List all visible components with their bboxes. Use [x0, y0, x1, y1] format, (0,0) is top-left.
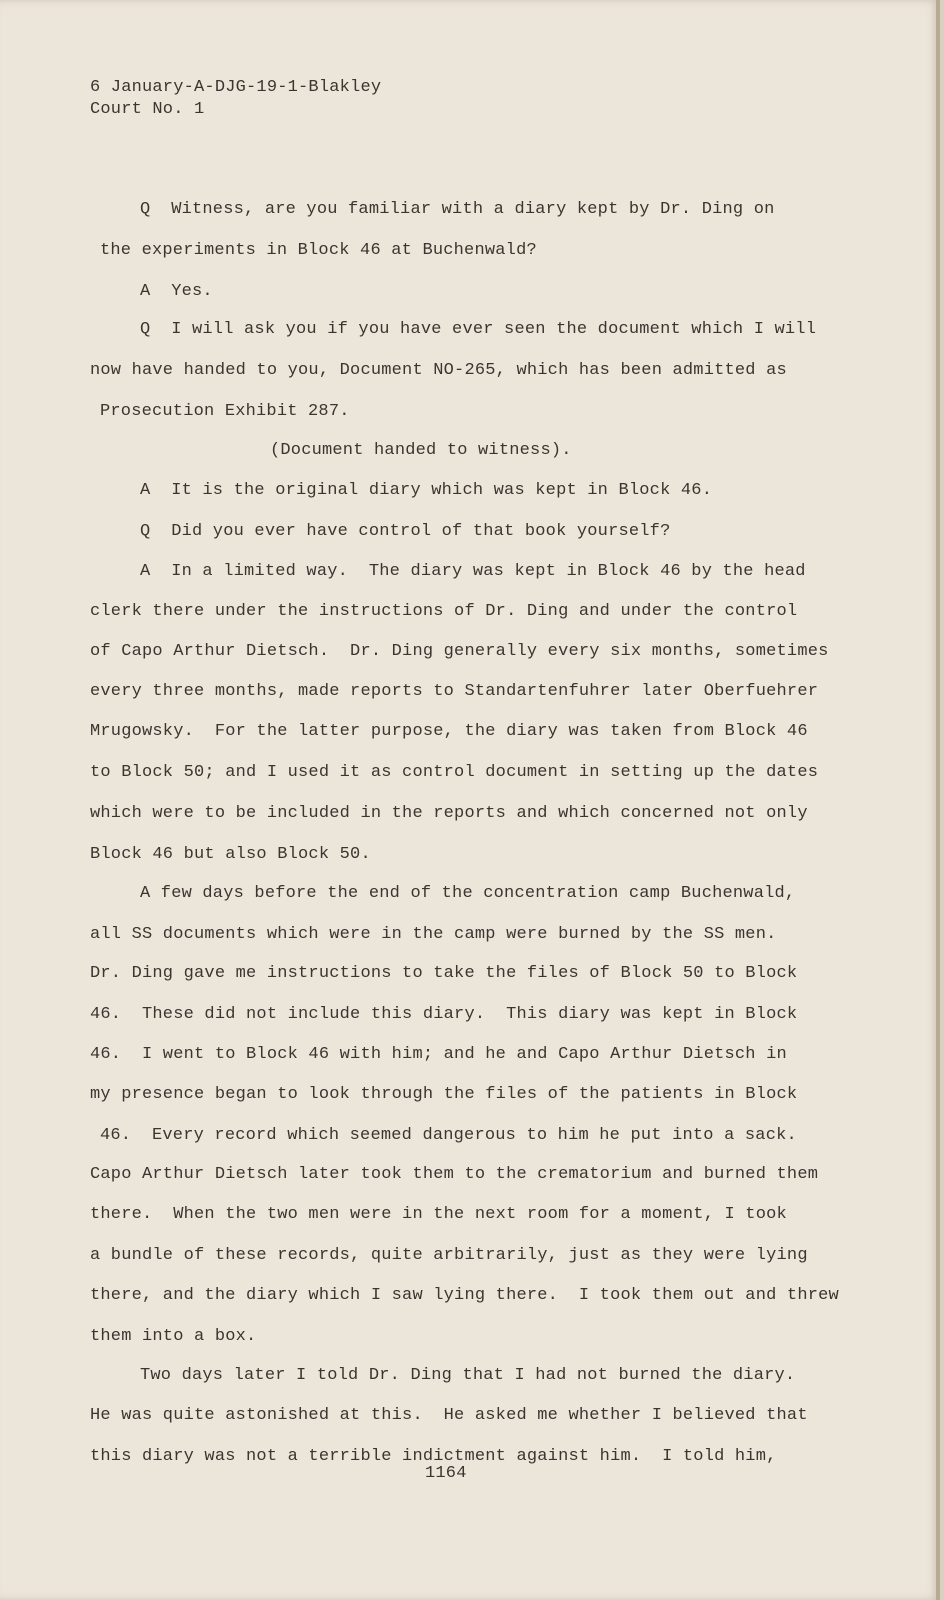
body-line: of Capo Arthur Dietsch. Dr. Ding generally every six months, sometimes — [90, 642, 829, 661]
body-line: them into a box. — [90, 1327, 257, 1346]
body-line: (Document handed to witness). — [270, 441, 572, 460]
body-line: every three months, made reports to Standartenfuhrer later Oberfuehrer — [90, 682, 819, 701]
body-line: Q Witness, are you familiar with a diary kept by Dr. Ding on — [140, 200, 775, 219]
body-line: 46. These did not include this diary. This diary was kept in Block — [90, 1005, 798, 1024]
body-line: He was quite astonished at this. He asked me whether I believed that — [90, 1406, 808, 1425]
body-line: a bundle of these records, quite arbitrarily, just as they were lying — [90, 1246, 808, 1265]
body-line: which were to be included in the reports and which concerned not only — [90, 804, 808, 823]
page-number: 1164 — [425, 1464, 467, 1483]
body-line: 46. I went to Block 46 with him; and he and Capo Arthur Dietsch in — [90, 1045, 787, 1064]
body-line: clerk there under the instructions of Dr. Ding and under the control — [90, 602, 798, 621]
body-line: there. When the two men were in the next room for a moment, I took — [90, 1205, 787, 1224]
body-line: my presence began to look through the files of the patients in Block — [90, 1085, 798, 1104]
body-line: A few days before the end of the concentration camp Buchenwald, — [140, 884, 796, 903]
body-line: Block 46 but also Block 50. — [90, 845, 371, 864]
body-line: there, and the diary which I saw lying there. I took them out and threw — [90, 1286, 839, 1305]
body-line: Two days later I told Dr. Ding that I had not burned the diary. — [140, 1366, 796, 1385]
header-line-1: 6 January-A-DJG-19-1-Blakley — [90, 78, 382, 97]
body-line: this diary was not a terrible indictment against him. I told him, — [90, 1447, 777, 1466]
body-line: all SS documents which were in the camp were burned by the SS men. — [90, 925, 777, 944]
body-line: now have handed to you, Document NO-265, which has been admitted as — [90, 361, 787, 380]
body-line: 46. Every record which seemed dangerous to him he put into a sack. — [100, 1126, 797, 1145]
body-line: Q Did you ever have control of that book yourself? — [140, 522, 671, 541]
body-line: to Block 50; and I used it as control document in setting up the dates — [90, 763, 819, 782]
body-line: Prosecution Exhibit 287. — [100, 402, 350, 421]
body-line: A Yes. — [140, 282, 213, 301]
header-line-2: Court No. 1 — [90, 100, 205, 119]
body-line: Q I will ask you if you have ever seen the document which I will — [140, 320, 817, 339]
body-line: A It is the original diary which was kept in Block 46. — [140, 481, 713, 500]
page-edge — [936, 0, 940, 1600]
body-line: the experiments in Block 46 at Buchenwald? — [100, 241, 537, 260]
body-line: Capo Arthur Dietsch later took them to the crematorium and burned them — [90, 1165, 819, 1184]
body-line: A In a limited way. The diary was kept in Block 46 by the head — [140, 562, 806, 581]
body-line: Dr. Ding gave me instructions to take the files of Block 50 to Block — [90, 964, 798, 983]
body-line: Mrugowsky. For the latter purpose, the diary was taken from Block 46 — [90, 722, 808, 741]
